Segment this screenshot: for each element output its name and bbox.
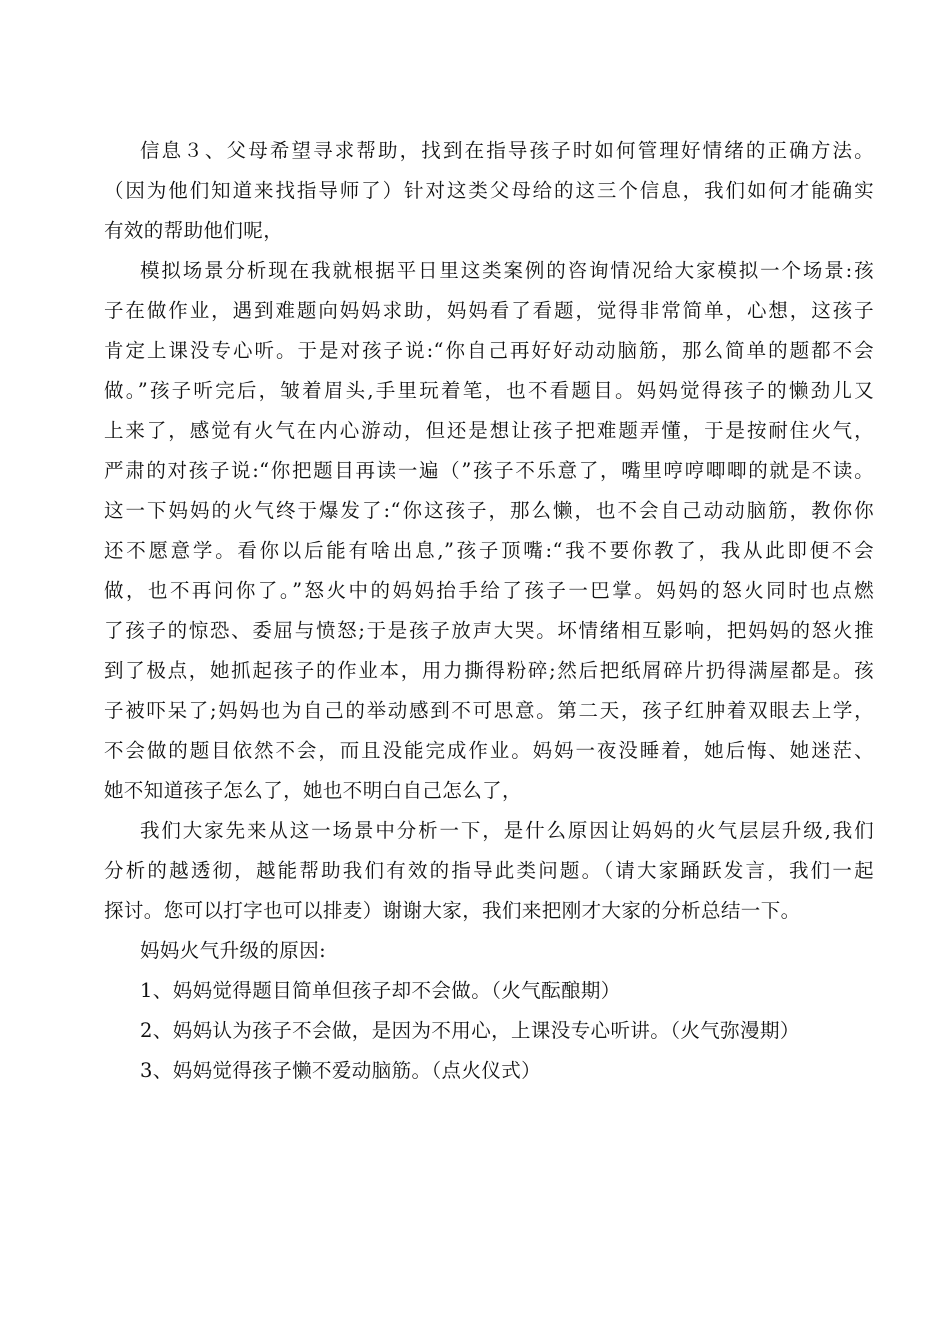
text-line: 她不知道孩子怎么了，她也不明白自己怎么了， bbox=[104, 779, 522, 802]
paragraph-info-3 bbox=[104, 131, 874, 251]
text-line: 严肃的对孩子说:“你把题目再读一遍（”孩子不乐意了，嘴里哼哼唧唧的就是不读。 bbox=[104, 459, 874, 482]
list-heading: 妈妈火气升级的原因: bbox=[140, 939, 327, 962]
text-line: 做，也不再问你了。”怒火中的妈妈抬手给了孩子一巴掌。妈妈的怒火同时也点燃 bbox=[104, 579, 874, 602]
text-line: 到了极点，她抓起孩子的作业本，用力撕得粉碎;然后把纸屑碎片扔得满屋都是。孩 bbox=[104, 659, 874, 682]
text-line: 信息３、父母希望寻求帮助，找到在指导孩子时如何管理好情绪的正确方法。 bbox=[140, 139, 874, 162]
list-item: 3、妈妈觉得孩子懒不爱动脑筋。（点火仪式） bbox=[140, 1059, 542, 1082]
text-line: 肯定上课没专心听。于是对孩子说:“你自己再好好动动脑筋，那么简单的题都不会 bbox=[104, 339, 874, 362]
text-line: 上来了，感觉有火气在内心游动，但还是想让孩子把难题弄懂，于是按耐住火气， bbox=[104, 419, 874, 442]
text-line: 子被吓呆了;妈妈也为自己的举动感到不可思意。第二天，孩子红肿着双眼去上学， bbox=[104, 699, 874, 722]
text-line: （因为他们知道来找指导师了）针对这类父母给的这三个信息，我们如何才能确实 bbox=[104, 179, 874, 202]
text-line: 还不愿意学。看你以后能有啥出息,”孩子顶嘴:“我不要你教了，我从此即便不会 bbox=[104, 539, 874, 562]
text-line: 做。”孩子听完后，皱着眉头,手里玩着笔，也不看题目。妈妈觉得孩子的懒劲儿又 bbox=[104, 379, 874, 402]
list-item: 1、妈妈觉得题目简单但孩子却不会做。（火气酝酿期） bbox=[140, 979, 621, 1002]
paragraph-analysis bbox=[104, 811, 874, 931]
text-line: 模拟场景分析现在我就根据平日里这类案例的咨询情况给大家模拟一个场景:孩 bbox=[140, 259, 874, 282]
text-line: 探讨。您可以打字也可以排麦）谢谢大家，我们来把刚才大家的分析总结一下。 bbox=[104, 899, 801, 922]
text-line: 子在做作业，遇到难题向妈妈求助，妈妈看了看题，觉得非常简单，心想，这孩子 bbox=[104, 299, 874, 322]
text-line: 分析的越透彻，越能帮助我们有效的指导此类问题。（请大家踊跃发言，我们一起 bbox=[104, 859, 874, 882]
paragraph-scenario bbox=[104, 251, 874, 811]
text-line: 不会做的题目依然不会，而且没能完成作业。妈妈一夜没睡着，她后悔、她迷茫、 bbox=[104, 739, 874, 762]
list-item: 2、妈妈认为孩子不会做，是因为不用心，上课没专心听讲。（火气弥漫期） bbox=[140, 1019, 800, 1042]
text-line: 有效的帮助他们呢， bbox=[104, 219, 284, 242]
text-line: 这一下妈妈的火气终于爆发了:“你这孩子，那么懒，也不会自己动动脑筋，教你你 bbox=[104, 499, 874, 522]
text-line: 了孩子的惊恐、委屈与愤怒;于是孩子放声大哭。坏情绪相互影响，把妈妈的怒火推 bbox=[104, 619, 874, 642]
document-body bbox=[104, 131, 874, 1091]
text-line: 我们大家先来从这一场景中分析一下，是什么原因让妈妈的火气层层升级,我们 bbox=[140, 819, 874, 842]
